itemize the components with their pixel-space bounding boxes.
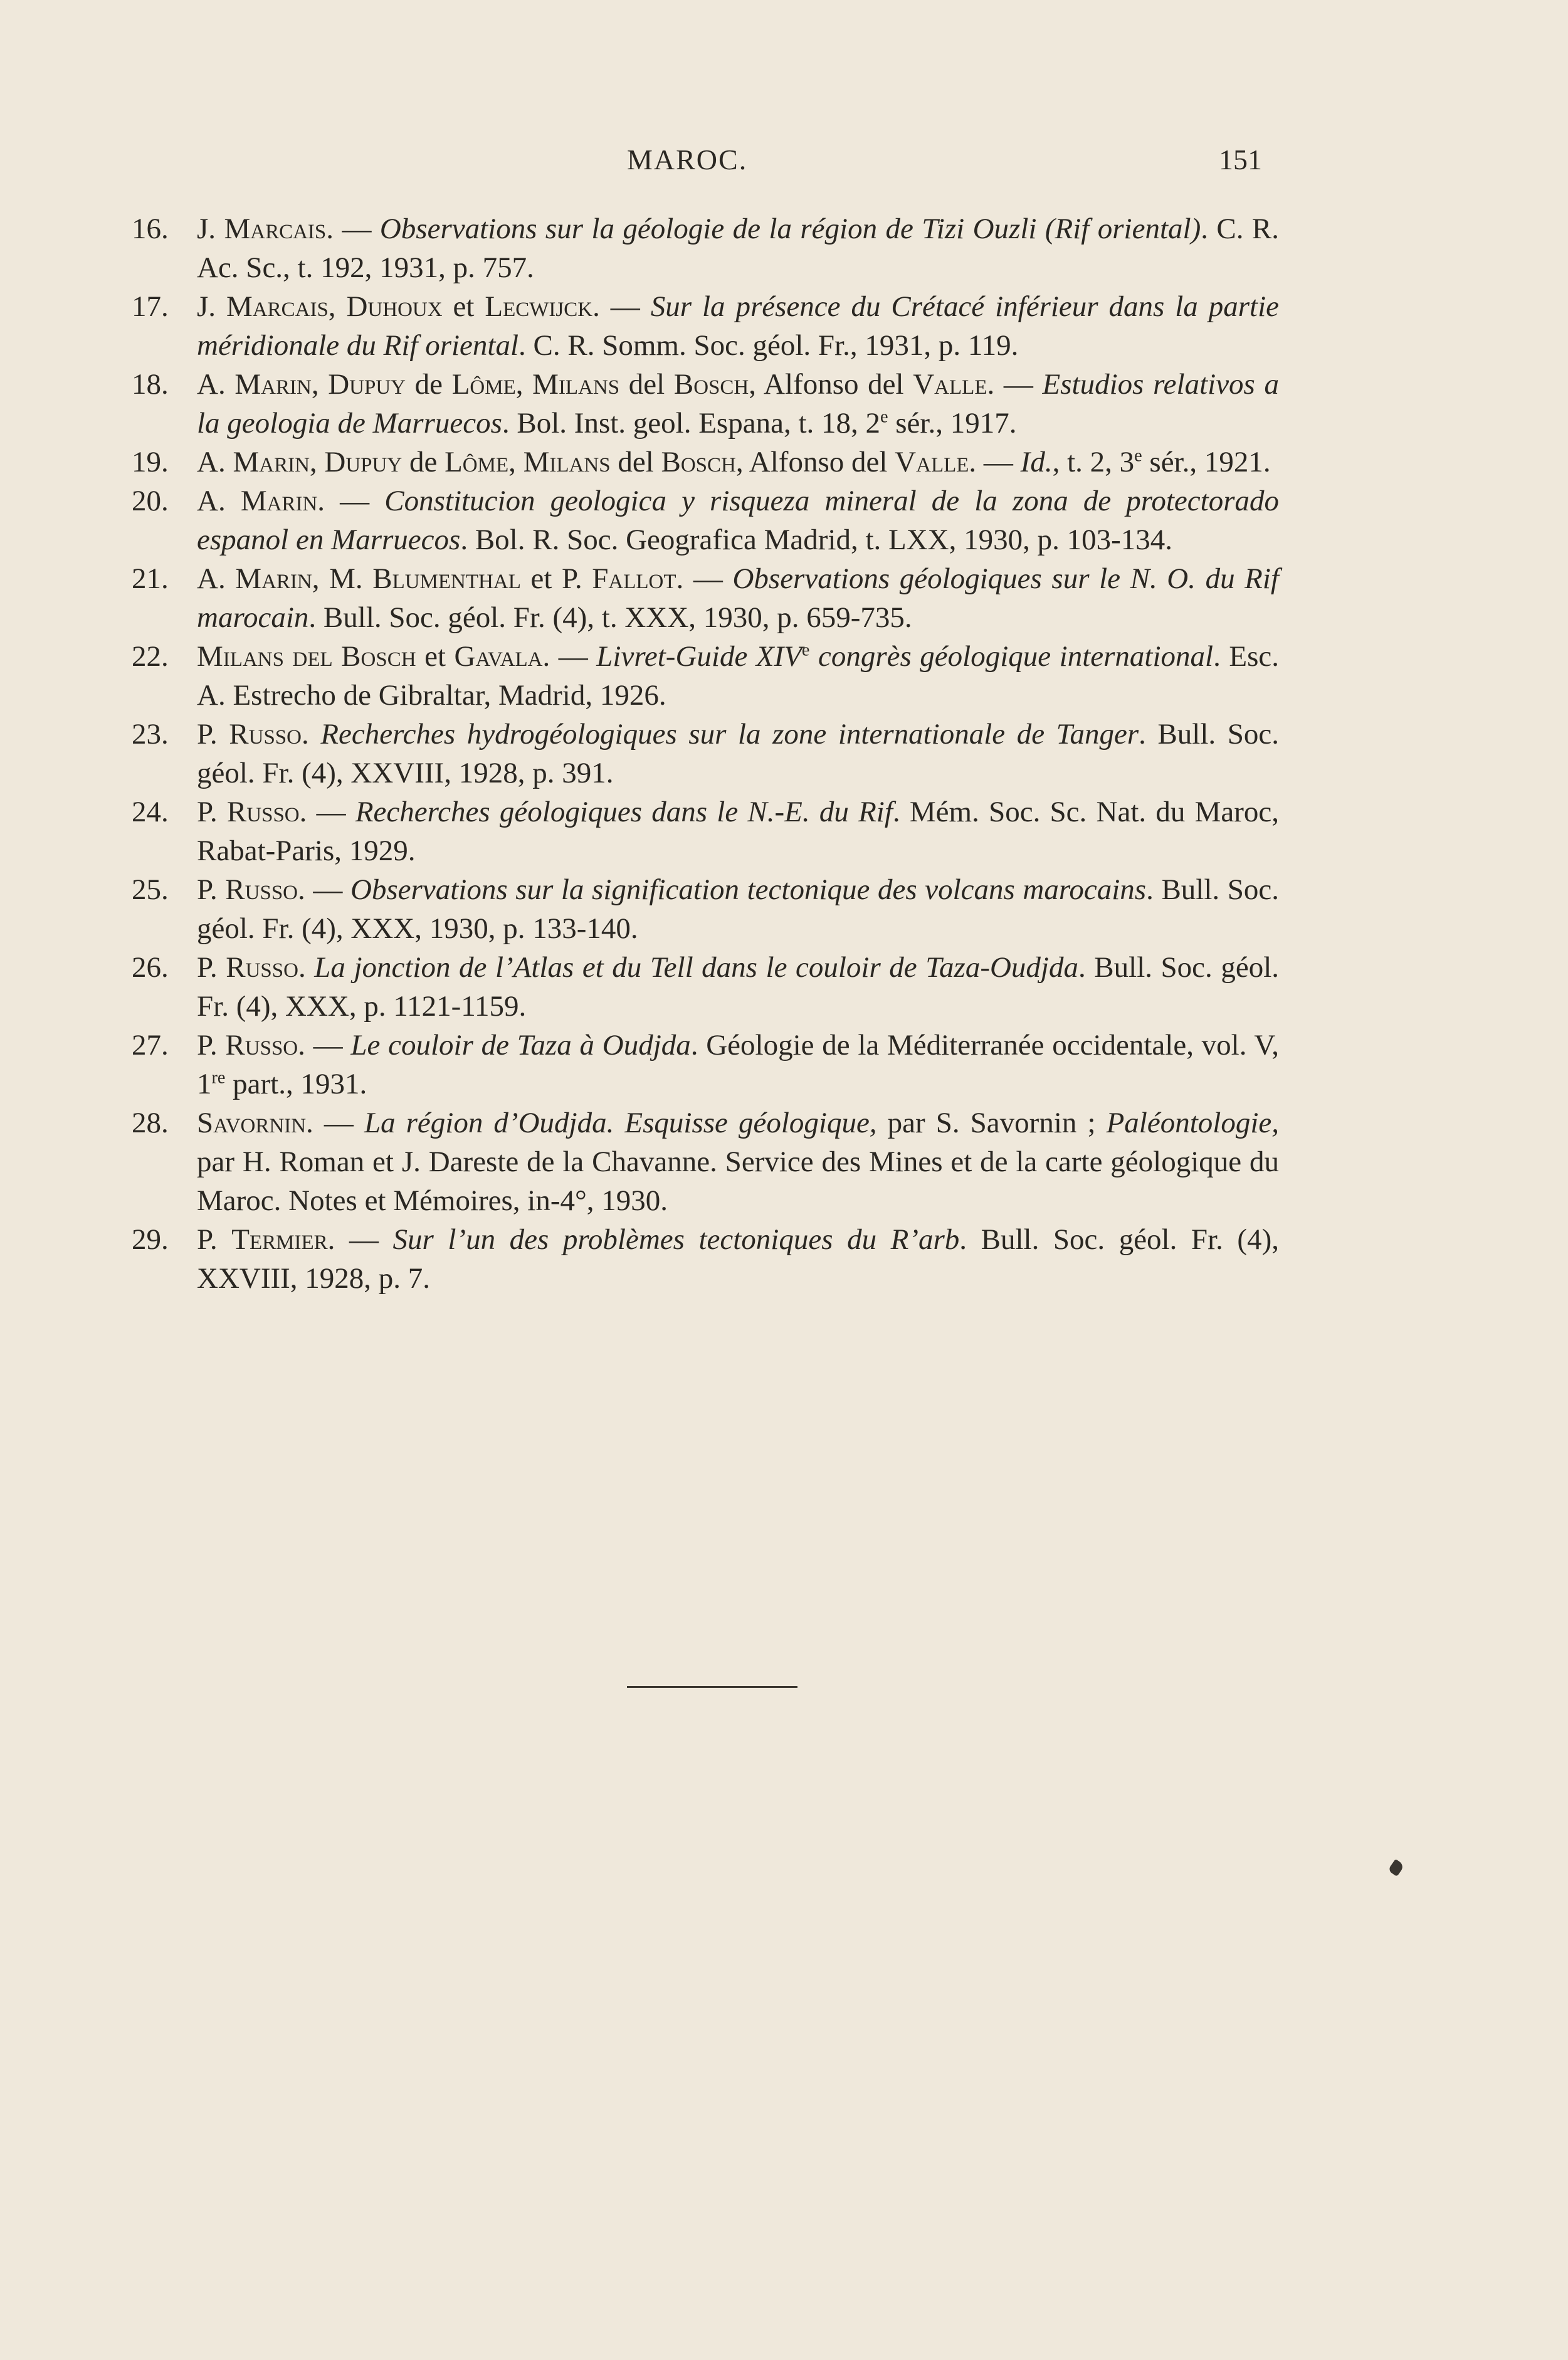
- reference-segment: A.: [197, 562, 236, 595]
- reference-segment: . —: [299, 796, 355, 828]
- reference-segment: . Mém. Soc. Sc. Nat. du Maroc, Rabat-Paris, 1929.: [197, 796, 1279, 867]
- reference-item: [132, 443, 1279, 482]
- reference-segment: , Alfonso del: [749, 368, 913, 401]
- reference-number: 29.: [132, 1223, 169, 1256]
- reference-segment: A.: [197, 368, 235, 401]
- reference-segment: Marcais, Duhoux: [226, 290, 443, 323]
- reference-segment: Observations sur la géologie de la région de Tizi Ouzli (Rif oriental): [379, 213, 1201, 245]
- reference-segment: . Géologie de la Méditerranée occidentale, vol. V, 1: [197, 1029, 1279, 1100]
- reference-text: [197, 559, 1279, 637]
- reference-segment: . Bol. R. Soc. Geografica Madrid, t. LXX, 1930, p. 103-134.: [460, 524, 1172, 556]
- page-header: [0, 143, 1568, 187]
- reference-text: [197, 365, 1279, 443]
- reference-text: [197, 443, 1279, 482]
- reference-segment: sér., 1917.: [888, 407, 1017, 440]
- page-number: 151: [1219, 144, 1262, 176]
- reference-list: [132, 209, 1279, 1298]
- reference-segment: A.: [197, 485, 241, 517]
- reference-segment: Recherches géologiques dans le N.-E. du Rif: [355, 796, 893, 828]
- reference-item: [132, 209, 1279, 287]
- reference-item: [132, 1220, 1279, 1298]
- reference-text: [197, 209, 1279, 287]
- reference-item: [132, 715, 1279, 793]
- reference-segment: . Bull. Soc. géol. Fr. (4), XXVIII, 1928, p. 7.: [197, 1223, 1279, 1295]
- reference-segment: Lecwijck: [485, 290, 593, 323]
- reference-number: 18.: [132, 368, 169, 401]
- reference-item: [132, 482, 1279, 559]
- reference-segment: Marin: [240, 485, 318, 517]
- reference-text: [197, 482, 1279, 559]
- reference-segment: Marcais: [224, 213, 327, 245]
- reference-segment: . Bull. Soc. géol. Fr. (4), t. XXX, 1930, p. 659-735.: [308, 601, 912, 634]
- reference-number: 27.: [132, 1029, 169, 1061]
- reference-number: 20.: [132, 485, 169, 517]
- reference-segment: de: [402, 446, 445, 478]
- reference-segment: Termier: [231, 1223, 328, 1256]
- reference-segment: . —: [592, 290, 651, 323]
- reference-segment: . Bull. Soc. géol. Fr. (4), XXX, p. 1121-1159.: [197, 951, 1280, 1023]
- reference-segment: Savornin: [197, 1107, 307, 1139]
- reference-segment: P.: [197, 1223, 232, 1256]
- reference-segment: Russo: [225, 873, 298, 906]
- reference-segment: . Esc. A. Estrecho de Gibraltar, Madrid, 1926.: [197, 640, 1280, 712]
- reference-segment: Gavala: [454, 640, 543, 673]
- reference-number: 16.: [132, 213, 169, 245]
- reference-segment: P.: [197, 873, 226, 906]
- end-rule: [627, 1686, 797, 1688]
- reference-segment: . Bol. Inst. geol. Espana, t. 18, 2: [502, 407, 880, 440]
- reference-segment: . C. R. Ac. Sc., t. 192, 1931, p. 757.: [197, 213, 1279, 284]
- reference-segment: Blumenthal: [372, 562, 521, 595]
- reference-segment: P.: [197, 796, 227, 828]
- reference-item: [132, 1026, 1279, 1104]
- reference-item: [132, 948, 1279, 1026]
- reference-segment: , M.: [312, 562, 373, 595]
- reference-segment: Constitucion geologica y risqueza mineral de la zona de protectorado espanol en Marruecos: [197, 485, 1279, 556]
- reference-number: 24.: [132, 796, 169, 828]
- reference-segment: P.: [197, 718, 229, 751]
- reference-number: 17.: [132, 290, 169, 323]
- reference-segment: , t. 2, 3: [1052, 446, 1135, 478]
- reference-segment: . Bull. Soc. géol. Fr. (4), XXVIII, 1928, p. 391.: [197, 718, 1280, 789]
- reference-text: [197, 637, 1279, 715]
- reference-segment: . —: [306, 1107, 364, 1139]
- reference-segment: Estudios relativos a la geologia de Marruecos: [197, 368, 1279, 440]
- reference-segment: Bosch: [673, 368, 749, 401]
- reference-segment: re: [211, 1068, 226, 1088]
- reference-segment: Sur l’un des problèmes tectoniques du R’arb: [392, 1223, 960, 1256]
- reference-segment: Fallot: [592, 562, 676, 595]
- reference-segment: . —: [969, 446, 1021, 478]
- reference-segment: Sur la présence du Crétacé inférieur dans la partie méridionale du Rif oriental: [197, 290, 1280, 362]
- reference-segment: . —: [298, 873, 350, 906]
- reference-segment: . —: [326, 213, 380, 245]
- reference-segment: e: [1134, 446, 1142, 466]
- reference-segment: sér., 1921.: [1142, 446, 1271, 478]
- reference-segment: Lôme, Milans: [445, 446, 611, 478]
- reference-segment: del: [610, 446, 661, 478]
- reference-segment: , Alfonso del: [735, 446, 895, 478]
- reference-segment: P.: [197, 1029, 226, 1061]
- reference-number: 21.: [132, 562, 169, 595]
- reference-item: [132, 870, 1279, 948]
- reference-segment: . Bull. Soc. géol. Fr. (4), XXX, 1930, p. 133-140.: [197, 873, 1280, 945]
- reference-segment: . —: [676, 562, 733, 595]
- reference-text: [197, 1026, 1279, 1104]
- reference-segment: congrès géologique international: [809, 640, 1214, 673]
- reference-text: [197, 1104, 1279, 1220]
- reference-number: 26.: [132, 951, 169, 984]
- reference-segment: . —: [317, 485, 385, 517]
- reference-item: [132, 559, 1279, 637]
- reference-item: [132, 1104, 1279, 1220]
- reference-text: [197, 715, 1279, 793]
- reference-text: [197, 948, 1279, 1026]
- reference-segment: de: [406, 368, 452, 401]
- reference-segment: Observations géologiques sur le N. O. du Rif marocain: [197, 562, 1279, 634]
- reference-segment: Id.: [1020, 446, 1053, 478]
- reference-segment: Observations sur la signification tectonique des volcans marocains: [350, 873, 1147, 906]
- reference-segment: Lôme, Milans: [451, 368, 620, 401]
- reference-item: [132, 365, 1279, 443]
- reference-segment: par S. Savornin ;: [876, 1107, 1107, 1139]
- reference-segment: Recherches hydrogéologiques sur la zone internationale de Tanger: [320, 718, 1139, 751]
- reference-number: 23.: [132, 718, 169, 751]
- reference-segment: Marin, Dupuy: [233, 446, 403, 478]
- running-title: MAROC.: [627, 144, 748, 176]
- reference-number: 28.: [132, 1107, 169, 1139]
- reference-segment: . C. R. Somm. Soc. géol. Fr., 1931, p. 119.: [518, 329, 1019, 362]
- reference-segment: Le couloir de Taza à Oudjda: [350, 1029, 691, 1061]
- reference-segment: Bosch: [661, 446, 736, 478]
- reference-segment: Russo: [226, 796, 300, 828]
- reference-segment: Valle: [913, 368, 987, 401]
- reference-number: 25.: [132, 873, 169, 906]
- reference-item: [132, 793, 1279, 870]
- reference-segment: Marin: [235, 562, 312, 595]
- reference-segment: et P.: [520, 562, 592, 595]
- reference-segment: J.: [197, 290, 226, 323]
- reference-segment: Milans del Bosch: [197, 640, 416, 673]
- reference-segment: par H. Roman et J. Dareste de la Chavanne. Service des Mines et de la carte géologique du Maroc. Notes et Mémoires, in-4°, 1930.: [197, 1146, 1279, 1217]
- reference-segment: A.: [197, 446, 233, 478]
- reference-segment: et: [442, 290, 485, 323]
- reference-number: 22.: [132, 640, 169, 673]
- reference-segment: et: [416, 640, 455, 673]
- reference-segment: Marin, Dupuy: [234, 368, 406, 401]
- reference-item: [132, 637, 1279, 715]
- reference-segment: Valle: [895, 446, 969, 478]
- reference-segment: e: [801, 640, 810, 660]
- reference-segment: . —: [327, 1223, 393, 1256]
- reference-segment: . —: [298, 1029, 351, 1061]
- reference-number: 19.: [132, 446, 169, 478]
- reference-segment: part., 1931.: [225, 1068, 367, 1100]
- reference-segment: Livret-Guide XIV: [596, 640, 802, 673]
- reference-segment: J.: [197, 213, 224, 245]
- reference-segment: e: [880, 407, 888, 427]
- reference-segment: Russo: [229, 718, 302, 751]
- reference-text: [197, 793, 1279, 870]
- reference-segment: del: [619, 368, 674, 401]
- reference-segment: .: [301, 718, 321, 751]
- reference-text: [197, 287, 1279, 365]
- reference-segment: . —: [987, 368, 1043, 401]
- reference-text: [197, 870, 1279, 948]
- ink-mark: [1387, 1859, 1404, 1877]
- reference-segment: Paléontologie,: [1106, 1107, 1280, 1139]
- reference-segment: .: [298, 951, 315, 984]
- reference-text: [197, 1220, 1279, 1298]
- reference-segment: La jonction de l’Atlas et du Tell dans le couloir de Taza-Oudjda: [314, 951, 1078, 984]
- reference-segment: Russo: [225, 1029, 298, 1061]
- reference-segment: La région d’Oudjda. Esquisse géologique,: [364, 1107, 877, 1139]
- reference-item: [132, 287, 1279, 365]
- reference-segment: P.: [197, 951, 226, 984]
- reference-segment: . —: [542, 640, 597, 673]
- reference-segment: Russo: [226, 951, 298, 984]
